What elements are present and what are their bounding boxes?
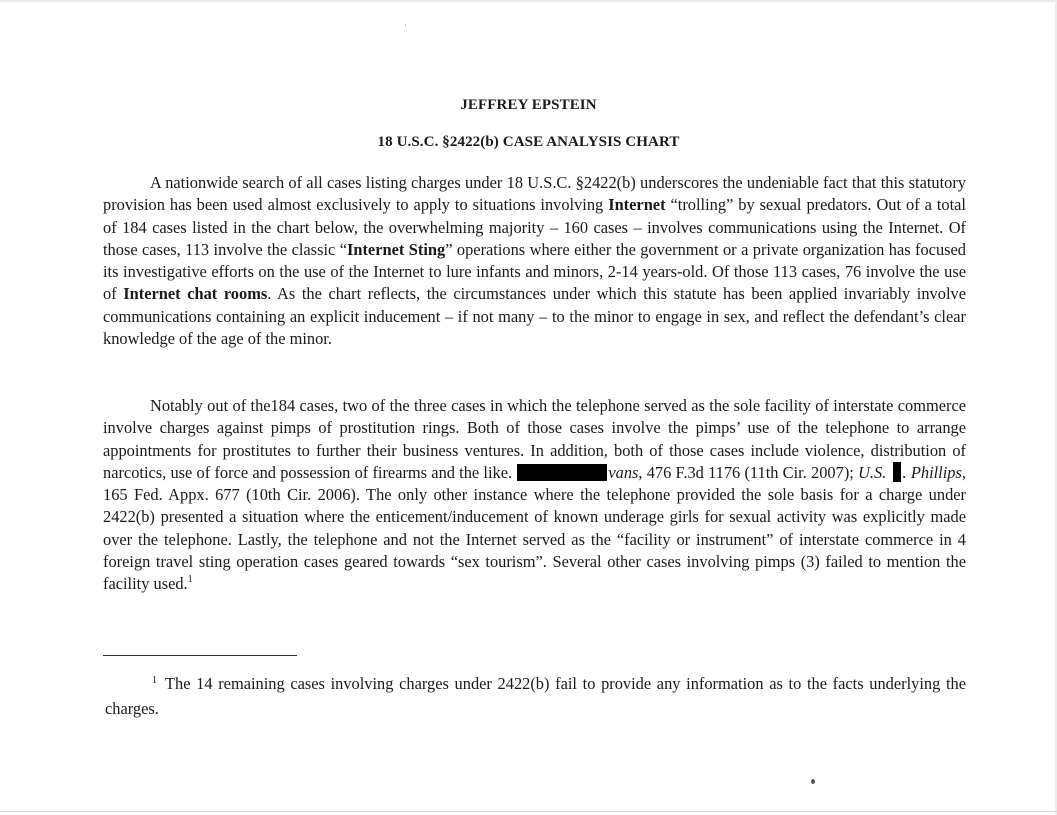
paragraph-1 xyxy=(103,172,966,350)
paragraph-1-text: . As the chart reflects, the circumstances under which this statute has been applied invariably involve communications containing an explicit inducement – if not many – to the minor to engage in sex, and reflect the defendant’s clear knowledge of the age of the minor. xyxy=(103,284,966,349)
scan-edge-top xyxy=(0,0,1057,2)
footnote-text: The 14 remaining cases involving charges under 2422(b) fail to provide any information as to the facts underlying the charges. xyxy=(105,674,966,718)
document-title: JEFFREY EPSTEIN xyxy=(460,97,597,113)
paragraph-2-text: Notably out of the184 cases, two of the three cases in which the telephone served as the sole facility of interstate commerce involve charges against pimps of prostitution rings. Both of those cases involve the pimps’ use of the telephone to arrange appointments for prostitutes to further their business ventures. In addition, both of those cases include violence, distribution of narcotics, use of force and possession of firearms and the like. xyxy=(103,396,966,482)
paragraph-1-text: A nationwide search of all cases listing charges under 18 U.S.C. §2422(b) underscores the undeniable fact that this statutory provision has been used almost exclusively to apply to situations involving xyxy=(103,173,966,215)
scan-speck xyxy=(811,779,815,784)
paragraph-2-text: , 476 F.3d 1176 (11th Cir. 2007); xyxy=(638,462,859,482)
footnote xyxy=(105,672,966,721)
case-name-phillips: . Phillips xyxy=(902,462,962,482)
footnote-marker: 1 xyxy=(152,675,157,686)
paragraph-1-text: “trolling” by sexual predators. Out of a total of 184 cases listed in the chart below, the overwhelming majority – 160 cases – involves communications using the Internet. Of those cases, 113 involve the classic “ xyxy=(103,195,966,259)
paragraph-2 xyxy=(103,395,966,596)
emphasis-internet-chat-rooms: Internet chat rooms xyxy=(123,284,268,304)
paragraph-2-text: , 165 Fed. Appx. 677 (10th Cir. 2006). The only other instance where the telephone provided the sole basis for a charge under 2422(b) presented a situation where the enticement/inducement of known underage girls for sexual activity was explicitly made over the telephone. Lastly, the telephone and not the Internet served as the “facility or instrument” of interstate commerce in 4 foreign travel sting operation cases geared towards “sex tourism”. Several other cases involving pimps (3) failed to mention the facility used. xyxy=(103,462,966,594)
case-name-us: U.S. xyxy=(858,462,887,482)
case-name-fragment: vans xyxy=(608,462,639,482)
scan-speck xyxy=(405,24,406,26)
redaction-bar xyxy=(517,464,607,481)
document-subtitle: 18 U.S.C. §2422(b) CASE ANALYSIS CHART xyxy=(377,134,680,150)
emphasis-internet-sting: Internet Sting xyxy=(346,239,446,259)
emphasis-internet: Internet xyxy=(608,195,666,215)
footnote-reference[interactable]: 1 xyxy=(187,574,193,586)
footnote-divider xyxy=(103,655,297,656)
redaction-bar xyxy=(893,462,901,482)
paragraph-1-text: ” operations where either the government or a private organization has focused its investigative efforts on the use of the Internet to lure infants and minors, 2-14 years-old. Of those 113 cases, 76 involve the use of xyxy=(103,239,967,304)
scan-edge-bottom xyxy=(0,811,1057,812)
